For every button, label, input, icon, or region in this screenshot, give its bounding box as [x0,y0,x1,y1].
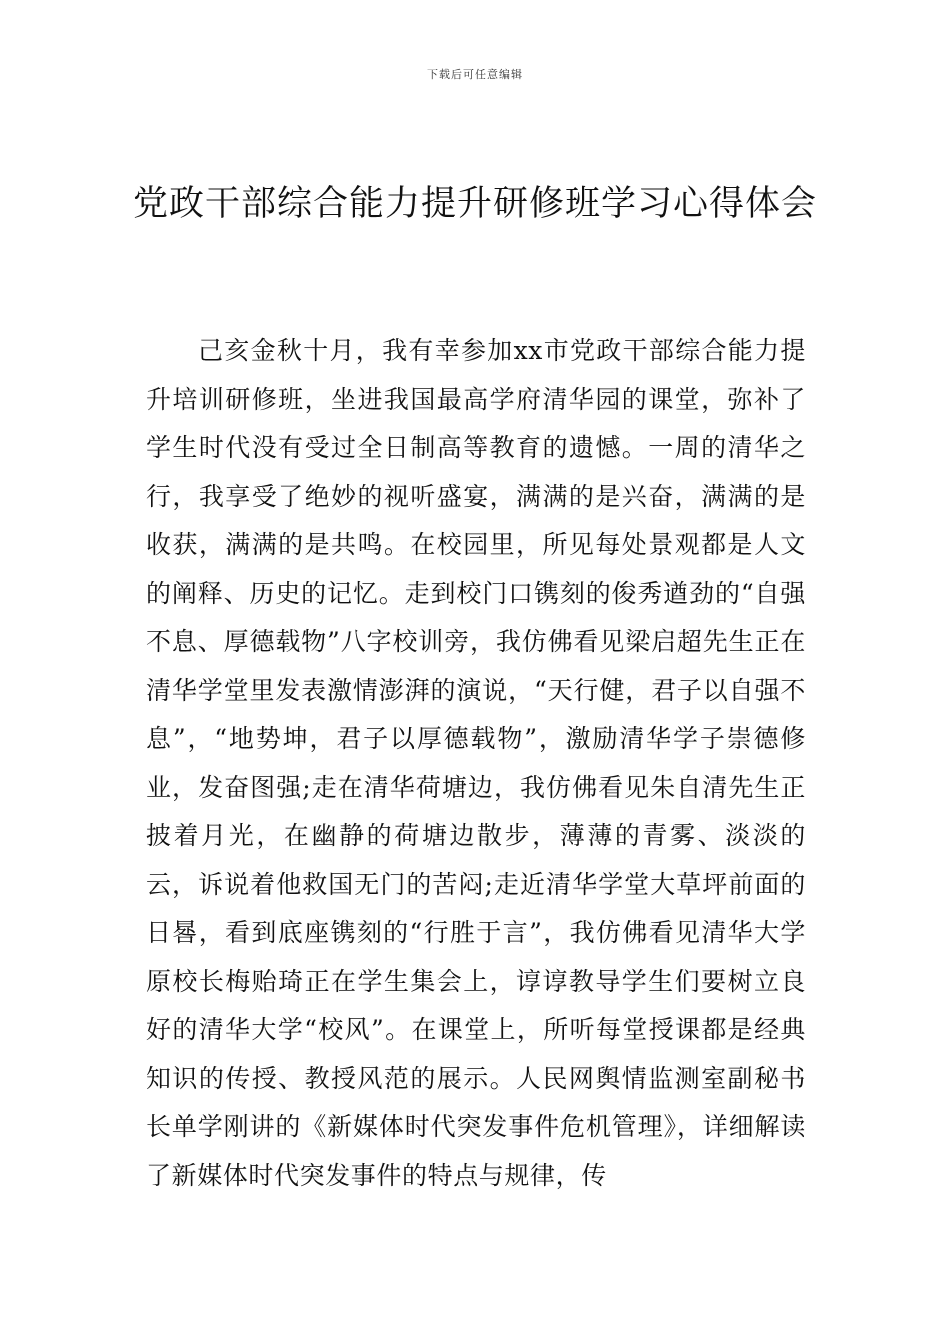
header-note: 下载后可任意编辑 [427,68,523,81]
document-title: 党政干部综合能力提升研修班学习心得体会 [132,184,817,224]
body-paragraph: 己亥金秋十月，我有幸参加xx市党政干部综合能力提升培训研修班，坐进我国最高学府清华园的课堂，弥补了学生时代没有受过全日制高等教育的遗憾。一周的清华之行，我享受了绝妙的视听盛宴，满满的是兴奋，满满的是收获，满满的是共鸣。在校园里，所见每处景观都是人文的阐释、历史的记忆。走到校门口镌刻的俊秀遒劲的“自强不息、厚德载物”八字校训旁，我仿佛看见梁启超先生正在清华学堂里发表激情澎湃的演说，“天行健，君子以自强不息”，“地势坤，君子以厚德载物”，激励清华学子崇德修业，发奋图强;走在清华荷塘边，我仿佛看见朱自清先生正披着月光，在幽静的荷塘边散步，薄薄的青雾、淡淡的云，诉说着他救国无门的苦闷;走近清华学堂大草坪前面的日晷，看到底座镌刻的“行胜于言”，我仿佛看见清华大学原校长梅贻琦正在学生集会上，谆谆教导学生们要树立良好的清华大学“校风”。在课堂上，所听每堂授课都是经典知识的传授、教授风范的展示。人民网舆情监测室副秘书长单学刚讲的《新媒体时代突发事件危机管理》，详细解读了新媒体时代突发事件的特点与规律，传 [146,336,806,1190]
